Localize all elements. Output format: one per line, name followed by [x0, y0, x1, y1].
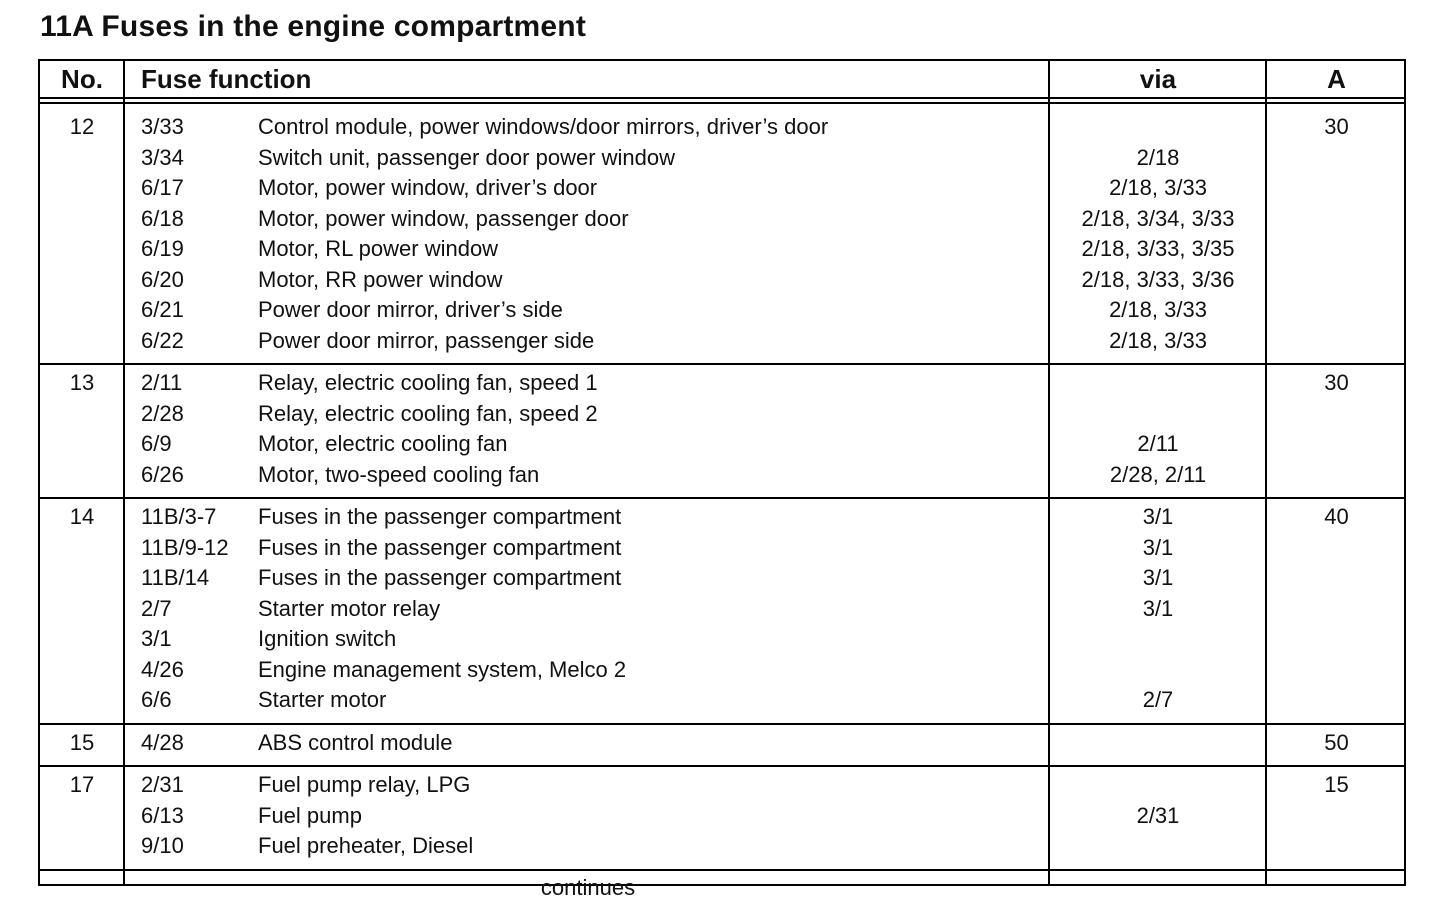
fuse-table [38, 59, 1406, 900]
fuse-function: ABS control module [258, 729, 453, 755]
fuse-number: 15 [69, 729, 95, 755]
component-code: 6/22 [141, 327, 184, 353]
table-row [40, 594, 1404, 624]
header-amperage: A [1327, 64, 1346, 94]
fuse-number: 17 [69, 772, 95, 797]
via-value: 2/18, 3/33, 3/35 [1081, 236, 1235, 261]
component-code: 3/33 [141, 114, 184, 139]
table-row [40, 685, 1404, 715]
via-value: 2/18, 3/33 [1109, 327, 1207, 353]
table-row [40, 399, 1404, 429]
component-code: 11B/9-12 [141, 534, 229, 560]
via-value: 2/28, 2/11 [1109, 461, 1207, 487]
component-code: 6/18 [141, 205, 184, 231]
fuse-amperage: 30 [1324, 370, 1349, 395]
fuse-group [40, 365, 1404, 499]
fuse-function: Power door mirror, driver’s side [258, 297, 563, 322]
via-value: 2/18, 3/34, 3/33 [1081, 205, 1235, 231]
page-title: 11A Fuses in the engine compartment [40, 10, 587, 43]
via-value: 2/31 [1136, 802, 1180, 828]
fuse-group [40, 767, 1404, 871]
fuse-function: Motor, electric cooling fan [258, 431, 508, 456]
fuse-function: Starter motor [258, 687, 387, 712]
fuse-group [40, 109, 1404, 365]
header-fuse-function: Fuse function [141, 64, 312, 94]
fuse-number: 13 [69, 370, 95, 395]
fuse-function: Relay, electric cooling fan, speed 1 [258, 370, 598, 395]
table-row [40, 429, 1404, 459]
fuse-group [40, 725, 1404, 768]
column-divider [1048, 61, 1050, 884]
component-code: 6/20 [141, 266, 184, 292]
component-code: 9/10 [141, 833, 184, 858]
header-no: No. [61, 64, 103, 94]
component-code: 3/34 [141, 144, 184, 170]
component-code: 6/21 [141, 297, 184, 322]
fuse-function: Fuel pump [258, 802, 362, 828]
table-row [40, 265, 1404, 295]
via-value: 2/18 [1136, 144, 1180, 170]
via-value: 3/1 [1142, 565, 1174, 590]
table-row [40, 295, 1404, 325]
via-value: 2/18, 3/33, 3/36 [1081, 266, 1235, 292]
fuse-function: Motor, RL power window [258, 236, 499, 261]
fuse-function: Ignition switch [258, 626, 397, 651]
table-row [40, 801, 1404, 831]
continues-label: continues [540, 874, 636, 900]
fuse-function: Switch unit, passenger door power window [258, 144, 676, 170]
header-via: via [1139, 64, 1177, 94]
component-code: 6/9 [141, 431, 172, 456]
via-value: 2/18, 3/33 [1109, 175, 1207, 200]
fuse-function: Control module, power windows/door mirrors, driver’s door [258, 114, 829, 139]
fuse-function: Fuses in the passenger compartment [258, 504, 622, 529]
fuse-function: Power door mirror, passenger side [258, 327, 595, 353]
component-code: 2/31 [141, 772, 184, 797]
table-header [40, 61, 1404, 99]
table-row [40, 831, 1404, 861]
table-row [40, 143, 1404, 173]
component-code: 2/28 [141, 400, 184, 426]
via-value: 3/1 [1142, 595, 1174, 621]
table-row [40, 770, 1404, 800]
fuse-function: Starter motor relay [258, 595, 441, 621]
component-code: 2/7 [141, 595, 172, 621]
fuse-function: Engine management system, Melco 2 [258, 656, 627, 682]
table-row [40, 563, 1404, 593]
table-row [40, 234, 1404, 264]
table-row [40, 368, 1404, 398]
table-row [40, 655, 1404, 685]
header-double-rule [40, 102, 1404, 104]
table-row [40, 204, 1404, 234]
via-value: 2/7 [1142, 687, 1174, 712]
component-code: 3/1 [141, 626, 172, 651]
table-row [40, 460, 1404, 490]
fuse-function: Motor, two-speed cooling fan [258, 461, 540, 487]
fuse-amperage: 40 [1324, 504, 1349, 529]
fuse-amperage: 30 [1324, 114, 1349, 139]
component-code: 4/28 [141, 729, 184, 755]
component-code: 11B/3-7 [141, 504, 217, 529]
fuse-function: Fuses in the passenger compartment [258, 534, 622, 560]
via-value: 2/11 [1137, 431, 1179, 456]
component-code: 6/13 [141, 802, 184, 828]
via-value: 2/18, 3/33 [1109, 297, 1207, 322]
table-row [40, 624, 1404, 654]
fuse-group [40, 499, 1404, 725]
fuse-function: Motor, RR power window [258, 266, 503, 292]
component-code: 6/6 [141, 687, 172, 712]
component-code: 6/26 [141, 461, 184, 487]
fuse-function: Fuel preheater, Diesel [258, 833, 474, 858]
component-code: 2/11 [141, 370, 183, 395]
via-value: 3/1 [1142, 534, 1174, 560]
column-divider [1265, 61, 1267, 884]
table-row [40, 533, 1404, 563]
table-row [40, 112, 1404, 142]
via-value: 3/1 [1142, 504, 1174, 529]
fuse-number: 12 [69, 114, 95, 139]
table-row [40, 326, 1404, 356]
fuse-function: Fuses in the passenger compartment [258, 565, 622, 590]
fuse-function: Motor, power window, passenger door [258, 205, 629, 231]
component-code: 4/26 [141, 656, 184, 682]
component-code: 6/17 [141, 175, 184, 200]
table-row [40, 173, 1404, 203]
fuse-amperage: 50 [1324, 729, 1349, 755]
fuse-function: Motor, power window, driver’s door [258, 175, 598, 200]
component-code: 11B/14 [141, 565, 210, 590]
table-row [40, 728, 1404, 758]
column-divider [123, 61, 125, 884]
fuse-function: Relay, electric cooling fan, speed 2 [258, 400, 598, 426]
fuse-function: Fuel pump relay, LPG [258, 772, 471, 797]
fuse-number: 14 [69, 504, 95, 529]
table-row [40, 502, 1404, 532]
component-code: 6/19 [141, 236, 184, 261]
fuse-amperage: 15 [1324, 772, 1349, 797]
